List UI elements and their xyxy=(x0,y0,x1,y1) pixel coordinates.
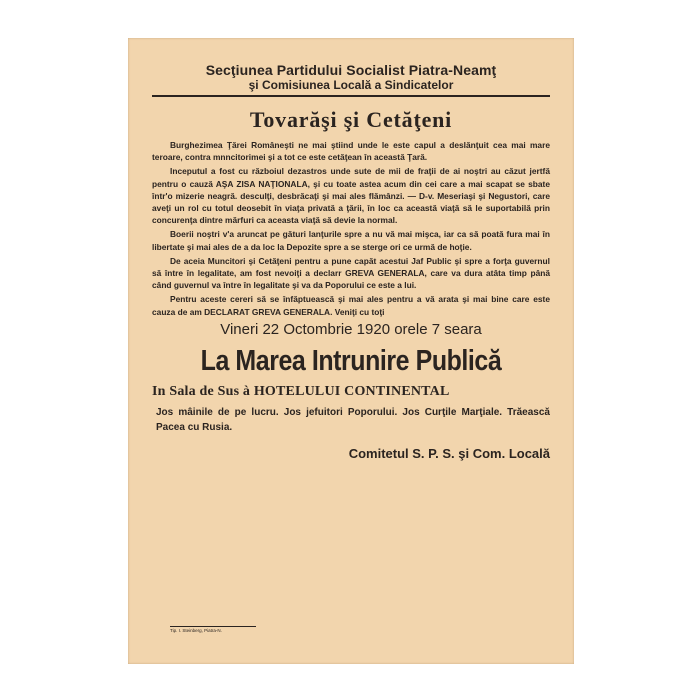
printer-imprint: Tip. I. Steinberg, Piatra-N. xyxy=(170,626,256,634)
event-venue: In Sala de Sus à HOTELULUI CONTINENTAL xyxy=(152,383,450,399)
paragraph-5: Pentru aceste cereri să se înfăptuească şi mai ales pentru a vă arata şi mai bine care este cauza de am DECLARAT GREVA GENERALA. Veniţi cu toţi xyxy=(152,294,550,317)
paragraph-3: Boerii noştri v'a aruncat pe gături lanţurile spre a nu vă mai mişca, iar ca să poată fura mai în libertate şi mai ales de a da loc la Depozite spre a se sterge ori ce urmă de hoţie. xyxy=(152,229,550,252)
poster-title: Tovarăşi şi Cetăţeni xyxy=(249,107,453,132)
paragraph-2: Inceputul a fost cu războiul dezastros unde sute de mii de fraţii de ai noştri au căzut jertfă pentru o cauză AŞA ZISA NAŢIONALA, şi cu toate astea acum din cei care a mai scapat se sbate într'o mizerie neagră. desculţi, desbrăcaţi şi mai ales flămânzi. — D-v. Meseriaşi şi Negustori, care aveţi un rol cu totul deosebit în viaţa privată a ţării, în loc ca această viaţă să le suportabilă prin concurenţa dintre mărfuri ca aceasta viaţă să devie la normal. xyxy=(152,166,550,226)
poster-sheet xyxy=(128,38,574,664)
event-title: La Marea Intrunire Publică xyxy=(200,344,502,377)
paragraph-1: Burghezimea Ţărei Româneşti ne mai ştiind unde le este capul a deslănţuit cea mai mare teroare, contra mnncitorimei şi a tot ce este cetăţean în această Ţară. xyxy=(152,140,550,163)
header-line-1: Secţiunea Partidului Socialist Piatra-Neamţ xyxy=(205,62,497,78)
slogans: Jos mâinile de pe lucru. Jos jefuitori Poporului. Jos Curţile Marţiale. Trăească Pacea cu Rusia. xyxy=(156,406,550,433)
event-date: Vineri 22 Octombrie 1920 orele 7 seara xyxy=(220,320,482,338)
paragraph-4: De aceia Muncitori şi Cetăţeni pentru a pune capăt acestui Jaf Public şi spre a forţa guvernul să între în legalitate, am fost nevoiţi a declarr GREVA GENERALA, care va dura atâta timp până când guvernul va între în legalitate şi va da Poporului ce este a lui. xyxy=(152,255,550,291)
body-text xyxy=(152,139,550,318)
header-line-2: şi Comisiunea Locală a Sindicatelor xyxy=(248,78,454,92)
signature: Comitetul S. P. S. şi Com. Locală xyxy=(348,445,550,461)
header-divider xyxy=(152,95,550,97)
